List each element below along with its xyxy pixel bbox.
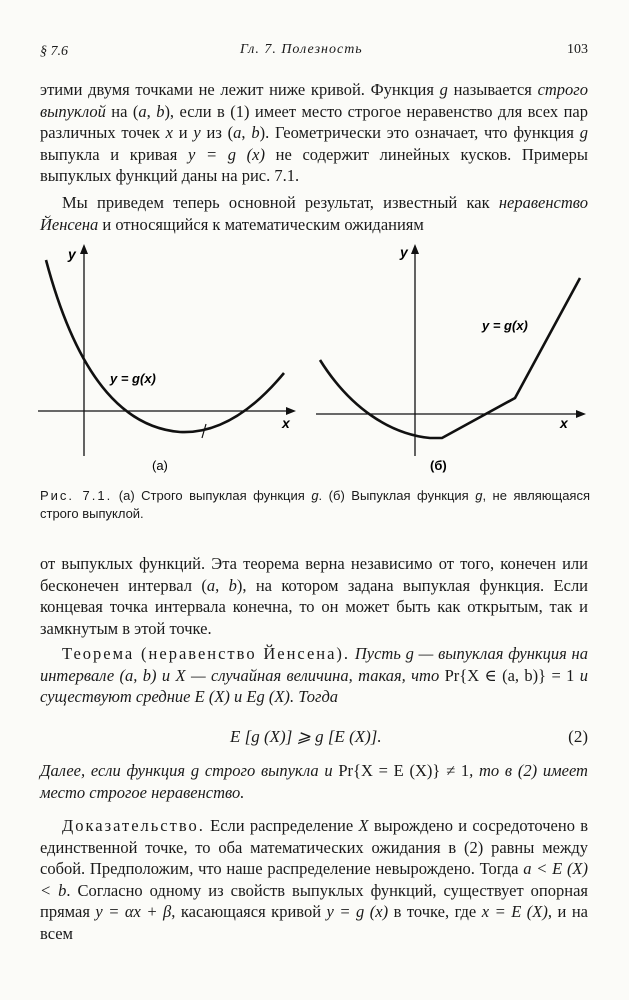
formula-jensen [40,727,588,751]
panel-a-sub-label: (а) [152,458,168,473]
formula-expression: E [g (X)] ⩾ g [E (X)]. [230,727,382,746]
panel-a-curve [46,260,284,432]
panel-b [316,244,586,473]
panel-b-sub-label: (б) [430,458,447,473]
proof-label: Доказательство. [62,816,205,835]
figure-caption: Рис. 7.1. (а) Строго выпуклая функция g. (б) Выпуклая функция g, не являющаяся строго выпуклой. [40,488,591,521]
paragraph-strict-convexity: этими двумя точками не лежит ниже кривой. Функция g называется строго выпуклой на (a, b), если в (1) имеет место строгое неравенство для всех пар различных точек x и y из (a, b). Геометрически это означает, что функция g выпукла и кривая y = g (x) не содержит линейных кусков. Примеры выпуклых функций даны на рис. 7.1. [40,80,589,185]
panel-b-y-label: y [400,244,408,260]
panel-a-y-label: y [68,246,76,262]
formula-number: (2) [568,727,588,746]
section-number: § 7.6 [40,44,68,59]
running-header [40,40,588,62]
paragraph-jensen-intro: Мы приведем теперь основной результат, известный как неравенство Йенсена и относящийся к математическим ожиданиям [40,193,588,234]
caption-prefix: Рис. 7.1. [40,488,113,503]
term-jensen-inequality: неравенство Йенсена [40,193,588,234]
panel-a [38,244,296,473]
theorem-strict-case: Далее, если функция g строго выпукла и Pr{X = E (X)} ≠ 1, то в (2) имеет место строгое неравенство. [40,761,588,802]
panel-b-y-arrow [411,244,419,254]
panel-b-x-arrow [576,410,586,418]
page-number: 103 [567,42,588,57]
figure-7-1 [30,238,600,488]
panel-a-y-arrow [80,244,88,254]
figure-7-1-svg [30,238,600,488]
panel-b-x-label: x [560,415,568,431]
panel-a-x-arrow [286,407,296,415]
term-strictly-convex: строго выпуклой [40,80,588,121]
panel-a-curve-label: y = g(x) [110,371,156,386]
panel-a-x-label: x [282,415,290,431]
proof-paragraph: Доказательство. Если распределение X вырождено и сосредоточено в единственной точке, то оба математических ожидания в (2) равны между собой. Предположим, что наше распределение невырождено. Тогда a < E (X) < b. Согласно одному из свойств выпуклых функций, существует опорная прямая y = αx + β, касающаяся кривой y = g (x) в точке, где x = E (X), и на всем [40,816,589,943]
panel-b-curve-label: y = g(x) [482,318,528,333]
theorem-statement: Теорема (неравенство Йенсена). Пусть g — выпуклая функция на интервале (a, b) и X — случайная величина, такая, что Pr{X ∈ (a, b)} = 1 и существуют средние E (X) и Eg (X). Тогда [40,644,589,706]
chapter-title: Гл. 7. Полезность [240,42,363,57]
theorem-label: Теорема (неравенство Йенсена). [62,644,351,663]
paragraph-interval: от выпуклых функций. Эта теорема верна независимо от того, конечен или бесконечен интервал (a, b), на котором задана выпуклая функция. Если концевая точка интервала конечна, то он может быть как открытым, так и замкнутым в этой точке. [40,554,589,638]
